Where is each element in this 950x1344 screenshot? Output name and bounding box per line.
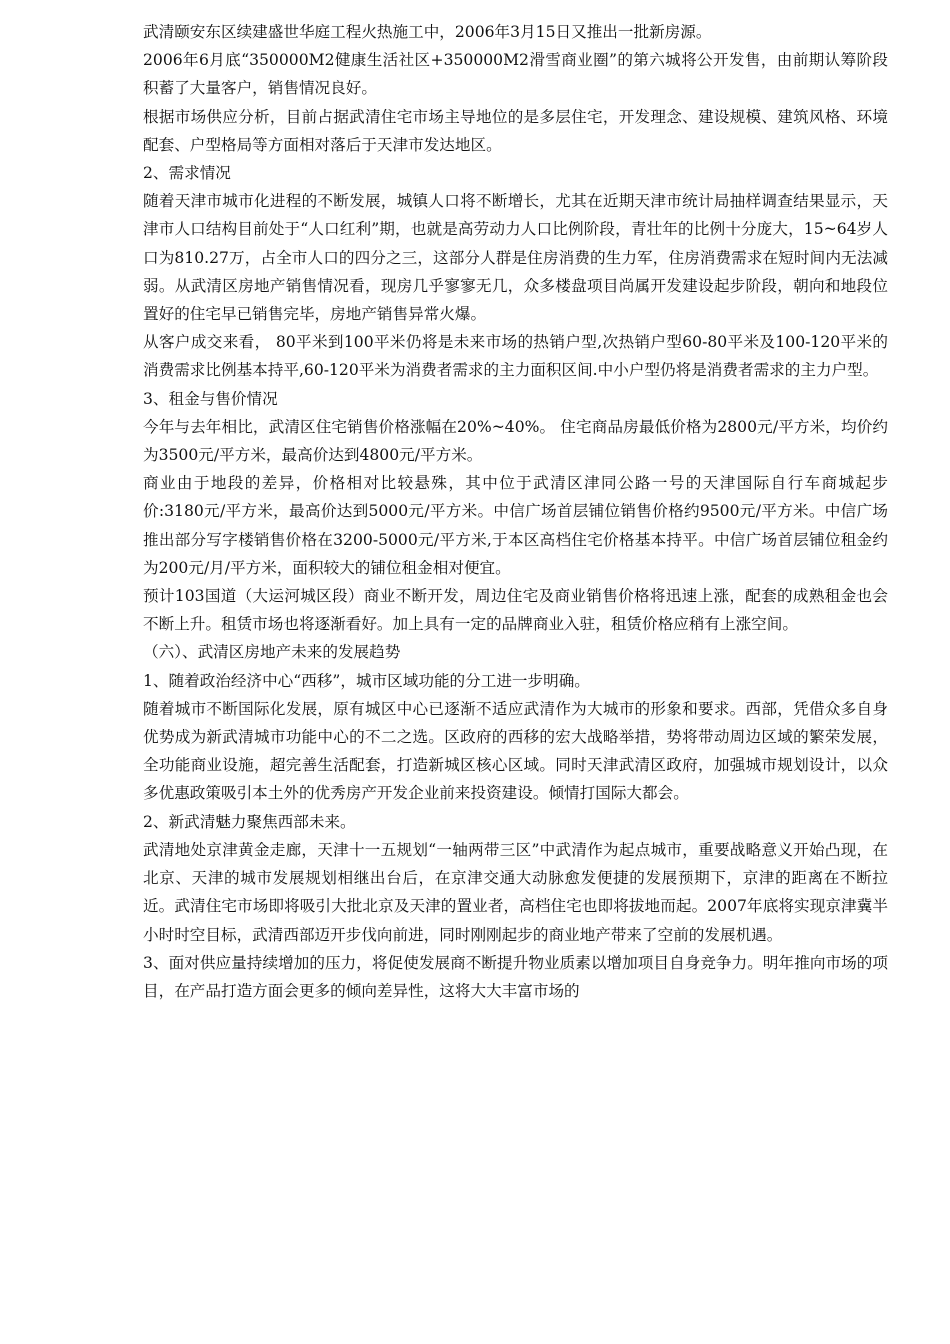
heading-demand: 2、需求情况 [143, 164, 231, 183]
paragraph-unit-types: 从客户成交来看， 80平米到100平米仍将是未来市场的热销户型,次热销户型60-80平米及100-120平米的消费需求比例基本持平,60-120平米为消费者需求的主力面积区间.中小户型仍将是消费者需求的主力户型。 [143, 333, 888, 380]
paragraph-supply-analysis: 根据市场供应分析，目前占据武清住宅市场主导地位的是多层住宅，开发理念、建设规模、建筑风格、环境配套、户型格局等方面相对落后于天津市发达地区。 [143, 107, 888, 154]
paragraph-new-listings: 武清颐安东区续建盛世华庭工程火热施工中，2006年3月15日又推出一批新房源。 [143, 23, 712, 41]
heading-future-trends: （六）、武清区房地产未来的发展趋势 [143, 643, 401, 662]
paragraph-sixth-city-sale: 2006年6月底“350000M2健康生活社区+350000M2滑雪商业圈”的第六城将公开发售，由前期认筹阶段积蓄了大量客户，销售情况良好。 [143, 51, 888, 98]
document-body [143, 18, 888, 1005]
paragraph-supply-pressure: 3、面对供应量持续增加的压力，将促使发展商不断提升物业质素以增加项目自身竞争力。明年推向市场的项目，在产品打造方面会更多的倾向差异性，这将大大丰富市场的 [143, 953, 888, 1000]
heading-new-wuqing: 2、新武清魅力聚焦西部未来。 [143, 812, 356, 831]
paragraph-golden-corridor: 武清地处京津黄金走廊，天津十一五规划“一轴两带三区”中武清作为起点城市，重要战略意义开始凸现，在北京、天津的城市发展规划相继出台后，在京津交通大动脉愈发便捷的发展预期下，京津的距离在不断拉近。武清住宅市场即将吸引大批北京及天津的置业者，高档住宅也即将拔地而起。2007年底将实现京津冀半小时时空目标，武清西部迈开步伐向前进，同时刚刚起步的商业地产带来了空前的发展机遇。 [143, 840, 888, 944]
paragraph-residential-price: 今年与去年相比，武清区住宅销售价格涨幅在20%~40%。 住宅商品房最低价格为2800元/平方米，均价约为3500元/平方米，最高价达到4800元/平方米。 [143, 417, 888, 465]
heading-rent-and-price: 3、租金与售价情况 [143, 389, 278, 408]
heading-westward-shift: 1、随着政治经济中心“西移”，城市区域功能的分工进一步明确。 [143, 671, 590, 690]
paragraph-west-development: 随着城市不断国际化发展，原有城区中心已逐渐不适应武清作为大城市的形象和要求。西部，凭借众多自身优势成为新武清城市功能中心的不二之选。区政府的西移的宏大战略举措，势将带动周边区域的繁荣发展，全功能商业设施，超完善生活配套，打造新城区核心区域。同时天津武清区政府，加强城市规划设计，以众多优惠政策吸引本土外的优秀房产开发企业前来投资建设。倾情打国际大都会。 [143, 699, 888, 803]
paragraph-commercial-price: 商业由于地段的差异，价格相对比较悬殊，其中位于武清区津同公路一号的天津国际自行车商城起步价:3180元/平方米，最高价达到5000元/平方米。中信广场首层铺位销售价格约9500元/平方米。中信广场推出部分写字楼销售价格在3200-5000元/平方米,于本区高档住宅价格基本持平。中信广场首层铺位租金约为200元/月/平方米，面积较大的铺位租金相对便宜。 [143, 474, 888, 577]
paragraph-population: 随着天津市城市化进程的不断发展，城镇人口将不断增长，尤其在近期天津市统计局抽样调查结果显示，天津市人口结构目前处于“人口红利”期，也就是高劳动力人口比例阶段，青壮年的比例十分庞大，15~64岁人口为810.27万，占全市人口的四分之三，这部分人群是住房消费的生力军，住房消费需求在短时间内无法减弱。从武清区房地产销售情况看，现房几乎寥寥无几，众多楼盘项目尚属开发建设起步阶段，朝向和地段位置好的住宅早已销售完毕，房地产销售异常火爆。 [143, 192, 888, 324]
paragraph-forecast: 预计103国道（大运河城区段）商业不断开发，周边住宅及商业销售价格将迅速上涨，配套的成熟租金也会不断上升。租赁市场也将逐渐看好。加上具有一定的品牌商业入驻，租赁价格应稍有上涨空间。 [143, 587, 888, 634]
